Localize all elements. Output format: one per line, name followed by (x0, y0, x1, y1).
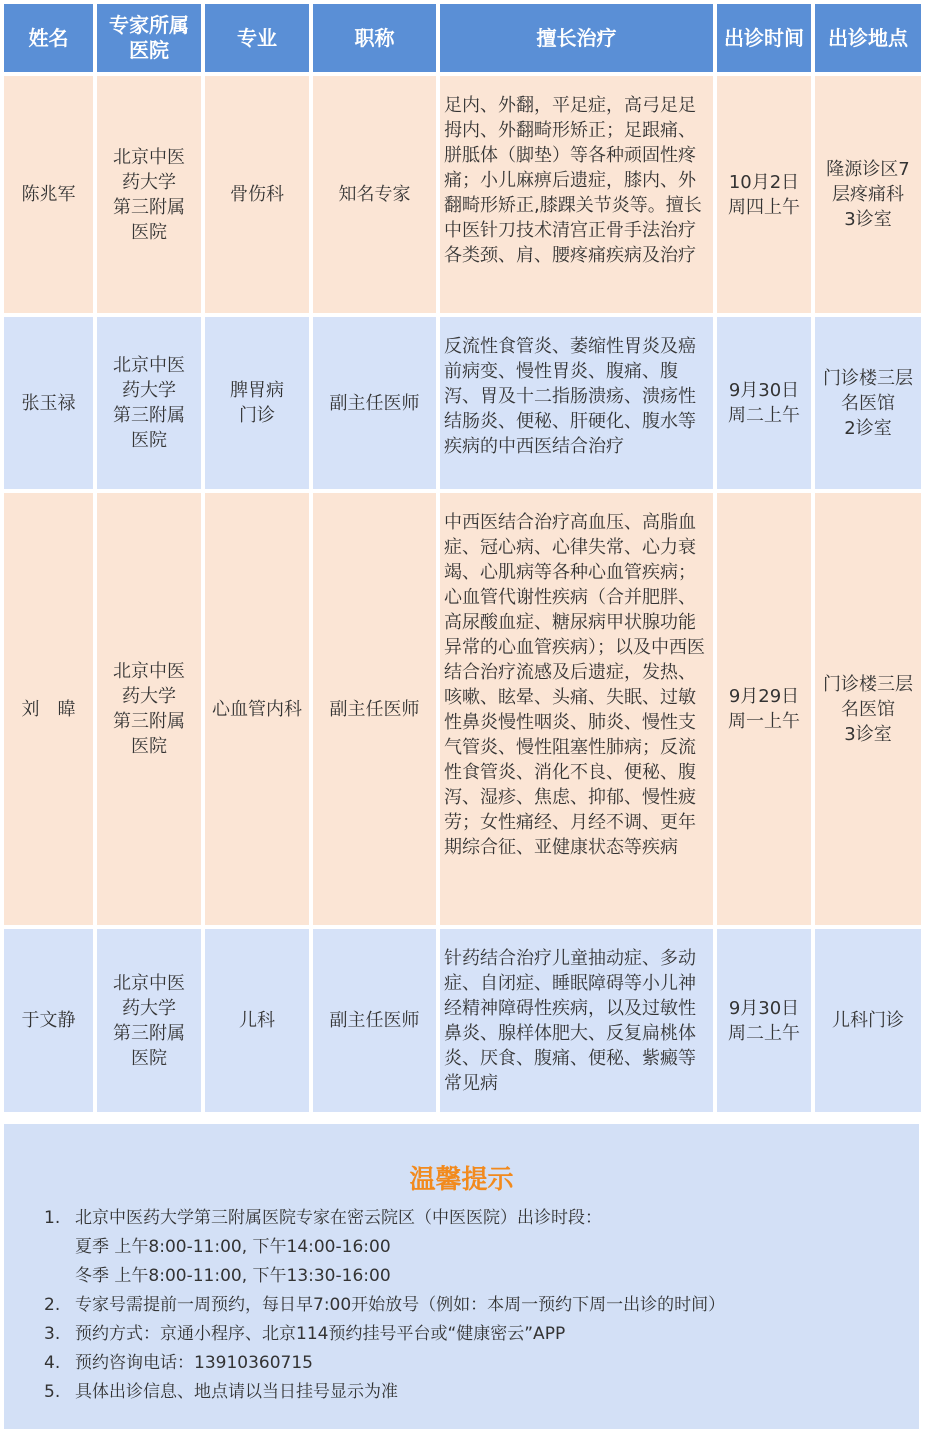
doctor-department: 心血管内科 (205, 493, 309, 925)
notice-item-number: 5. (44, 1382, 61, 1402)
notice-item-number: 3. (44, 1324, 61, 1344)
notice-item (44, 1320, 725, 1349)
header-hospital: 专家所属 医院 (97, 4, 201, 72)
clinic-location: 儿科门诊 (815, 929, 921, 1112)
notice-title: 温馨提示 (409, 1165, 514, 1195)
clinic-location: 门诊楼三层 名医馆 3诊室 (815, 493, 921, 925)
doctor-expertise: 足内、外翻，平足症，高弓足足拇内、外翻畸形矫正；足跟痛、胼胝体（脚垫）等各种顽固性疼痛；小儿麻痹后遗症，膝内、外翻畸形矫正,膝踝关节炎等。擅长中医针刀技术清宫正骨手法治疗各类颈、肩、腰疼痛疾病及治疗 (440, 76, 713, 313)
doctor-title: 副主任医师 (313, 317, 436, 489)
notice-item-text: 预约方式：京通小程序、北京114预约挂号平台或“健康密云”APP (75, 1324, 566, 1344)
doctor-expertise: 针药结合治疗儿童抽动症、多动症、自闭症、睡眠障碍等小儿神经精神障碍性疾病，以及过敏性鼻炎、腺样体肥大、反复扁桃体炎、厌食、腹痛、便秘、紫癜等常见病 (440, 929, 713, 1112)
clinic-time: 10月2日 周四上午 (717, 76, 811, 313)
clinic-location: 隆源诊区7 层疼痛科 3诊室 (815, 76, 921, 313)
doctor-title: 副主任医师 (313, 493, 436, 925)
doctor-name: 刘 暐 (4, 493, 93, 925)
doctor-department: 脾胃病 门诊 (205, 317, 309, 489)
notice-item-number: 1. (44, 1208, 61, 1228)
notice-item (44, 1378, 725, 1407)
doctor-hospital: 北京中医 药大学 第三附属 医院 (97, 929, 201, 1112)
clinic-time: 9月30日 周二上午 (717, 929, 811, 1112)
doctor-title: 知名专家 (313, 76, 436, 313)
doctor-department: 儿科 (205, 929, 309, 1112)
doctor-name: 张玉禄 (4, 317, 93, 489)
doctor-hospital: 北京中医 药大学 第三附属 医院 (97, 493, 201, 925)
table-row (4, 76, 921, 313)
notice-panel (4, 1124, 919, 1429)
notice-item-number: 2. (44, 1295, 61, 1315)
header-expertise: 擅长治疗 (440, 4, 713, 72)
header-specialty: 专业 (205, 4, 309, 72)
clinic-location: 门诊楼三层 名医馆 2诊室 (815, 317, 921, 489)
doctor-department: 骨伤科 (205, 76, 309, 313)
table-row (4, 317, 921, 489)
notice-item-number: 4. (44, 1353, 61, 1373)
notice-winter-hours: 冬季 上午8:00-11:00, 下午13:30-16:00 (75, 1266, 391, 1286)
notice-item-text: 预约咨询电话：13910360715 (75, 1353, 313, 1373)
doctor-name: 于文静 (4, 929, 93, 1112)
notice-item (44, 1349, 725, 1378)
doctor-name: 陈兆军 (4, 76, 93, 313)
clinic-time: 9月30日 周二上午 (717, 317, 811, 489)
table-header-row (4, 4, 921, 72)
notice-item-text: 具体出诊信息、地点请以当日挂号显示为准 (75, 1382, 398, 1402)
notice-item-text: 专家号需提前一周预约，每日早7:00开始放号（例如：本周一预约下周一出诊的时间） (75, 1295, 726, 1315)
doctor-expertise: 反流性食管炎、萎缩性胃炎及癌前病变、慢性胃炎、腹痛、腹泻、胃及十二指肠溃疡、溃疡性结肠炎、便秘、肝硬化、腹水等疾病的中西医结合治疗 (440, 317, 713, 489)
table-row (4, 493, 921, 925)
header-time: 出诊时间 (717, 4, 811, 72)
doctor-expertise: 中西医结合治疗高血压、高脂血症、冠心病、心律失常、心力衰竭、心肌病等各种心血管疾病；心血管代谢性疾病（合并肥胖、高尿酸血症、糖尿病甲状腺功能异常的心血管疾病）；以及中西医结合治疗流感及后遗症，发热、咳嗽、眩晕、头痛、失眠、过敏性鼻炎慢性咽炎、肺炎、慢性支气管炎、慢性阻塞性肺病；反流性食管炎、消化不良、便秘、腹泻、湿疹、焦虑、抑郁、慢性疲劳；女性痛经、月经不调、更年期综合征、亚健康状态等疾病 (440, 493, 713, 925)
header-title: 职称 (313, 4, 436, 72)
doctor-hospital: 北京中医 药大学 第三附属 医院 (97, 76, 201, 313)
header-name: 姓名 (4, 4, 93, 72)
notice-summer-hours: 夏季 上午8:00-11:00, 下午14:00-16:00 (75, 1237, 391, 1257)
header-location: 出诊地点 (815, 4, 921, 72)
doctor-title: 副主任医师 (313, 929, 436, 1112)
notice-list (44, 1204, 725, 1407)
notice-item (44, 1291, 725, 1320)
doctor-hospital: 北京中医 药大学 第三附属 医院 (97, 317, 201, 489)
notice-item (44, 1204, 725, 1291)
notice-item-text: 北京中医药大学第三附属医院专家在密云院区（中医医院）出诊时段： (75, 1208, 602, 1228)
table-row (4, 929, 921, 1112)
clinic-time: 9月29日 周一上午 (717, 493, 811, 925)
